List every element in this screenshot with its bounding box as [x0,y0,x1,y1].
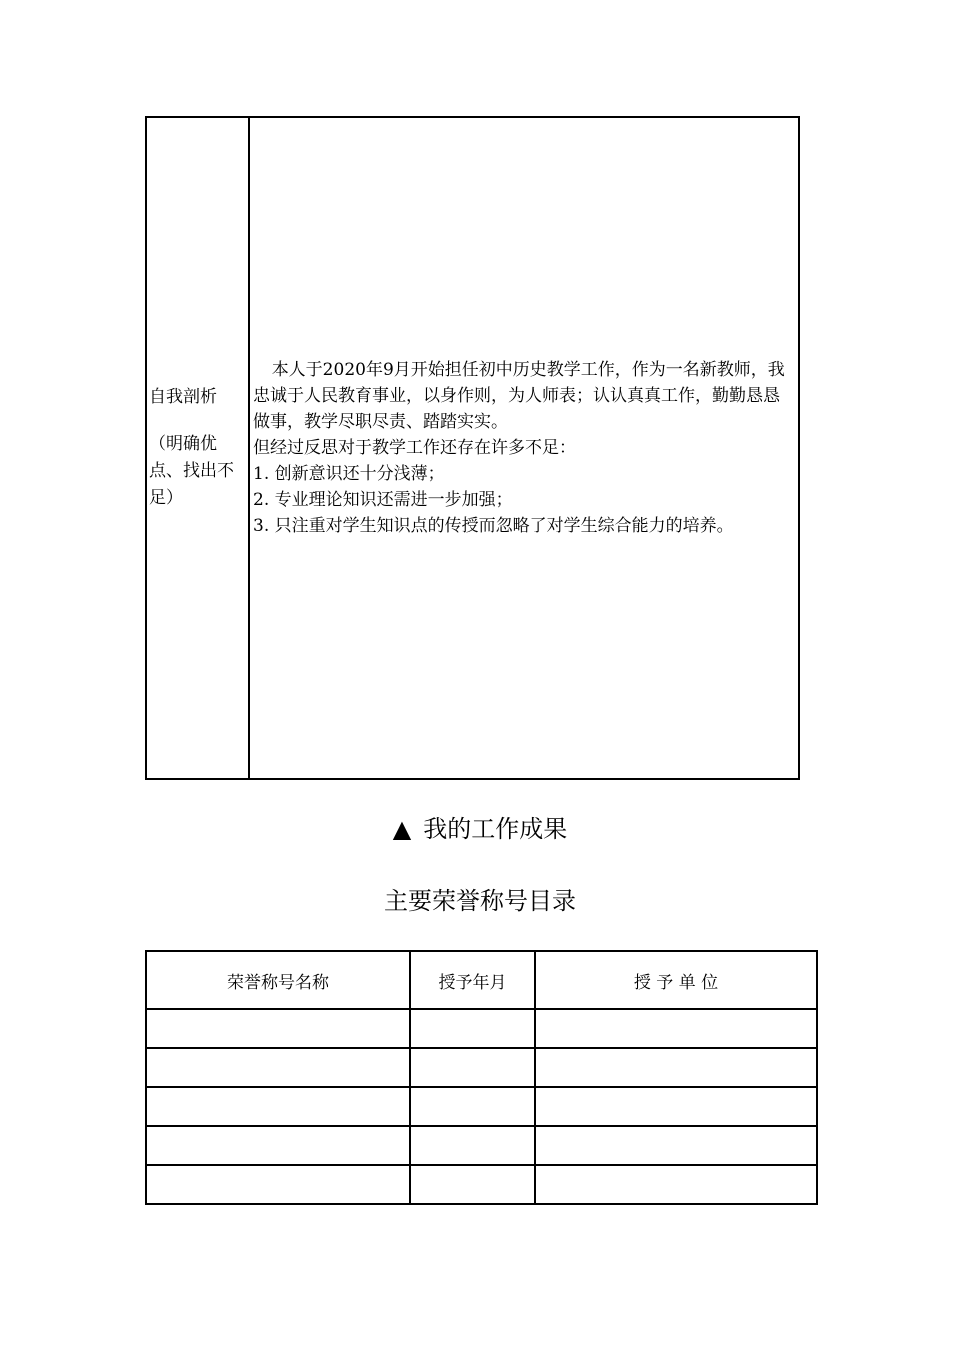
triangle-icon: ▲ [392,815,412,843]
achievements-heading [0,812,960,846]
honor-name-cell [146,1048,410,1087]
table-row [146,1009,817,1048]
table-row [146,1048,817,1087]
self-analysis-label-title: 自我剖析 [149,387,217,407]
self-analysis-content-cell [250,118,798,778]
self-analysis-label-sub: （明确优点、找出不足） [149,434,234,508]
self-analysis-intro: 本人于2020年9月开始担任初中历史教学工作，作为一名新教师，我忠诚于人民教育事业，以身作则，为人师表；认认真真工作，勤勤恳恳做事，教学尽职尽责、踏踏实实。 [253,360,785,432]
awarding-unit-cell [535,1165,817,1204]
award-date-cell [410,1048,535,1087]
achievements-heading-text: 我的工作成果 [423,815,568,843]
self-analysis-table [145,116,800,780]
honor-name-cell [146,1126,410,1165]
shortcoming-item-2: 2. 专业理论知识还需进一步加强； [253,490,513,510]
honor-name-cell [146,1087,410,1126]
award-date-cell [410,1009,535,1048]
honors-header-row [146,951,817,1009]
honor-name-cell [146,1165,410,1204]
column-header-award-date: 授予年月 [410,951,535,1009]
awarding-unit-cell [535,1087,817,1126]
award-date-cell [410,1165,535,1204]
honor-name-cell [146,1009,410,1048]
table-row [146,1126,817,1165]
column-header-awarding-unit: 授 予 单 位 [535,951,817,1009]
column-header-honor-name: 荣誉称号名称 [146,951,410,1009]
award-date-cell [410,1087,535,1126]
table-row [146,1165,817,1204]
awarding-unit-cell [535,1048,817,1087]
self-analysis-label-cell [147,118,250,778]
honors-table-title: 主要荣誉称号目录 [384,887,576,915]
awarding-unit-cell [535,1009,817,1048]
self-analysis-reflection: 但经过反思对于教学工作还存在许多不足： [253,438,576,458]
honors-table [145,950,818,1205]
shortcoming-item-3: 3. 只注重对学生知识点的传授而忽略了对学生综合能力的培养。 [253,516,734,536]
shortcoming-item-1: 1. 创新意识还十分浅薄； [253,464,445,484]
table-row [146,1087,817,1126]
awarding-unit-cell [535,1126,817,1165]
award-date-cell [410,1126,535,1165]
